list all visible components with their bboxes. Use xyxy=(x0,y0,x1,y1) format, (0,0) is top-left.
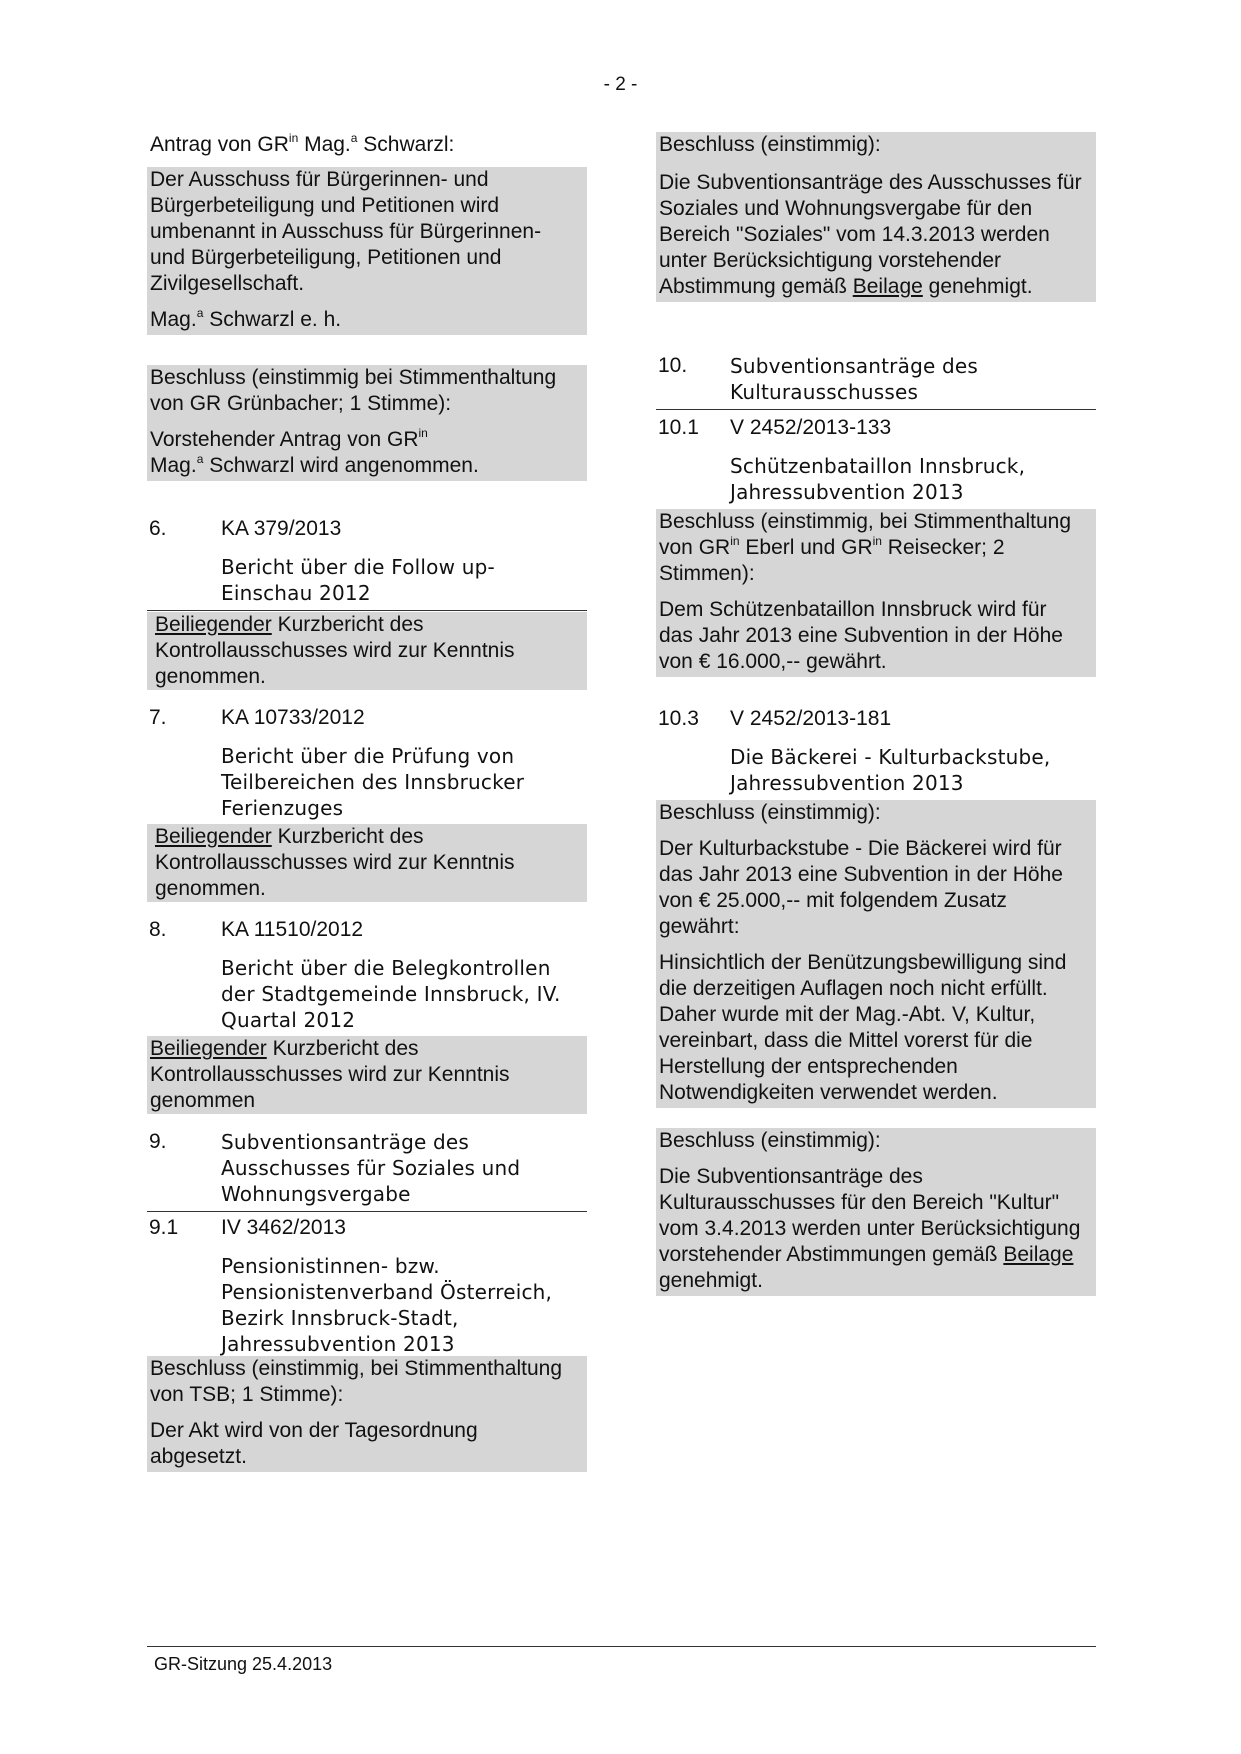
beschluss-body-1: Der Kulturbackstube - Die Bäckerei wird für das Jahr 2013 eine Subvention in der Höhe von € 25.000,-- mit folgendem Zusatz gewährt: xyxy=(659,837,1063,938)
item-code: KA 10733/2012 xyxy=(221,706,365,729)
beschluss-body: Die Subventionsanträge des Kulturausschusses für den Bereich "Kultur" vom 3.4.2013 werden unter Berücksichtigung vorstehender Abstimmungen gemäß Beilage genehmigt. xyxy=(659,1165,1081,1292)
beschluss-antrag-body: Vorstehender Antrag von $GR^{in}$ Mag.$^a$ Schwarzl wird angenommen. xyxy=(150,426,479,477)
item-code: KA 11510/2012 xyxy=(221,918,364,941)
page-number: - 2 - xyxy=(603,74,638,95)
beschluss-heading: Beschluss (einstimmig, bei Stimmenthaltung von $GR^{in}$ Eberl und $GR^{in}$ Reisecker; 2 Stimmen): xyxy=(659,510,1072,585)
agenda-item-10 xyxy=(656,353,1096,410)
beschluss-heading: Beschluss (einstimmig, bei Stimmenthaltung von TSB; 1 Stimme): xyxy=(150,1357,563,1406)
item-title: Subventionsanträge des Kulturausschusses xyxy=(730,354,979,404)
agenda-item-10-1 xyxy=(656,415,1096,509)
item-title: Subventionsanträge des Ausschusses für Soziales und Wohnungsvergabe xyxy=(221,1130,521,1206)
beschluss-10-1-box xyxy=(656,509,1096,677)
item-6-result: Beiliegender Kurzbericht des Kontrollausschusses wird zur Kenntnis genommen. xyxy=(147,612,587,690)
beilage-link[interactable]: Beilage xyxy=(852,275,923,298)
beschluss-heading: Beschluss (einstimmig): xyxy=(659,133,881,156)
agenda-item-6 xyxy=(147,516,587,611)
item-number: 9.1 xyxy=(149,1216,179,1239)
agenda-item-7 xyxy=(147,705,587,826)
beschluss-body: Dem Schützenbataillon Innsbruck wird für das Jahr 2013 eine Subvention in der Höhe von € 16.000,-- gewährt. xyxy=(659,598,1063,673)
item-title: Bericht über die Prüfung von Teilbereichen des Innsbrucker Ferienzuges xyxy=(221,744,525,820)
footer-text: GR-Sitzung 25.4.2013 xyxy=(154,1654,333,1674)
beschluss-10-3-box xyxy=(656,800,1096,1108)
beschluss-antrag-heading: Beschluss (einstimmig bei Stimmenthaltung von GR Grünbacher; 1 Stimme): xyxy=(150,366,557,415)
item-code: KA 379/2013 xyxy=(221,517,342,540)
antrag-heading: Antrag von $GR^{in}$ Mag.$^a$ Schwarzl: xyxy=(150,131,455,156)
agenda-item-9-1 xyxy=(147,1215,587,1361)
item-number: 10.1 xyxy=(658,416,699,439)
beschluss-heading: Beschluss (einstimmig): xyxy=(659,801,881,824)
item-number: 10. xyxy=(658,354,688,377)
agenda-item-10-3 xyxy=(656,706,1096,800)
antrag-signature: Mag.$^a$ Schwarzl e. h. xyxy=(150,306,342,331)
item-number: 9. xyxy=(149,1130,167,1153)
item-number: 7. xyxy=(149,706,167,729)
beschluss-body-2: Hinsichtlich der Benützungsbewilligung sind die derzeitigen Auflagen noch nicht erfüllt. Daher wurde mit der Mag.-Abt. V, Kultur, vereinbart, dass die Mittel vorerst für die Herstellung der entsprechenden Notwendigkeiten verwendet werden. xyxy=(659,951,1067,1104)
beschluss-9-1-box xyxy=(147,1356,587,1472)
item-code: V 2452/2013-133 xyxy=(730,416,892,439)
item-7-result: Beiliegender Kurzbericht des Kontrollausschusses wird zur Kenntnis genommen. xyxy=(147,824,587,902)
item-8-result: Beiliegender Kurzbericht des Kontrollausschusses wird zur Kenntnis genommen xyxy=(147,1036,587,1114)
item-title: Pensionistinnen- bzw. Pensionistenverband Österreich, Bezirk Innsbruck-Stadt, Jahressubvention 2013 xyxy=(221,1254,553,1356)
item-code: V 2452/2013-181 xyxy=(730,707,892,730)
item-number: 6. xyxy=(149,517,167,540)
footer-rule xyxy=(147,1646,1096,1647)
beschluss-kultur-box xyxy=(656,1128,1096,1296)
beschluss-body: Die Subventionsanträge des Ausschusses für Soziales und Wohnungsvergabe für den Bereich "Soziales" vom 14.3.2013 werden unter Berücksichtigung vorstehender Abstimmung gemäß Beilage genehmigt. xyxy=(659,171,1082,298)
beschluss-antrag-box xyxy=(147,365,587,481)
item-number: 8. xyxy=(149,918,167,941)
beschluss-soziales-box xyxy=(656,132,1096,302)
item-number: 10.3 xyxy=(658,707,699,730)
agenda-item-8 xyxy=(147,917,587,1038)
item-code: IV 3462/2013 xyxy=(221,1216,346,1239)
item-title: Die Bäckerei - Kulturbackstube, Jahressubvention 2013 xyxy=(730,745,1051,795)
beiliegender-link[interactable]: Beiliegender xyxy=(150,1037,267,1060)
beiliegender-link[interactable]: Beiliegender xyxy=(155,613,272,636)
antrag-box xyxy=(147,167,587,335)
item-title: Schützenbataillon Innsbruck, Jahressubvention 2013 xyxy=(730,454,1026,504)
beilage-link[interactable]: Beilage xyxy=(1003,1243,1074,1266)
agenda-item-9 xyxy=(147,1129,587,1212)
item-title: Bericht über die Belegkontrollen der Stadtgemeinde Innsbruck, IV. Quartal 2012 xyxy=(221,956,561,1032)
antrag-body: Der Ausschuss für Bürgerinnen- und Bürgerbeteiligung und Petitionen wird umbenannt in Ausschuss für Bürgerinnen- und Bürgerbeteiligung, Petitionen und Zivilgesellschaft. xyxy=(150,168,542,295)
item-title: Bericht über die Follow up-Einschau 2012 xyxy=(221,555,495,605)
beschluss-body: Der Akt wird von der Tagesordnung abgesetzt. xyxy=(150,1419,478,1468)
beiliegender-link[interactable]: Beiliegender xyxy=(155,825,272,848)
beschluss-heading: Beschluss (einstimmig): xyxy=(659,1129,881,1152)
